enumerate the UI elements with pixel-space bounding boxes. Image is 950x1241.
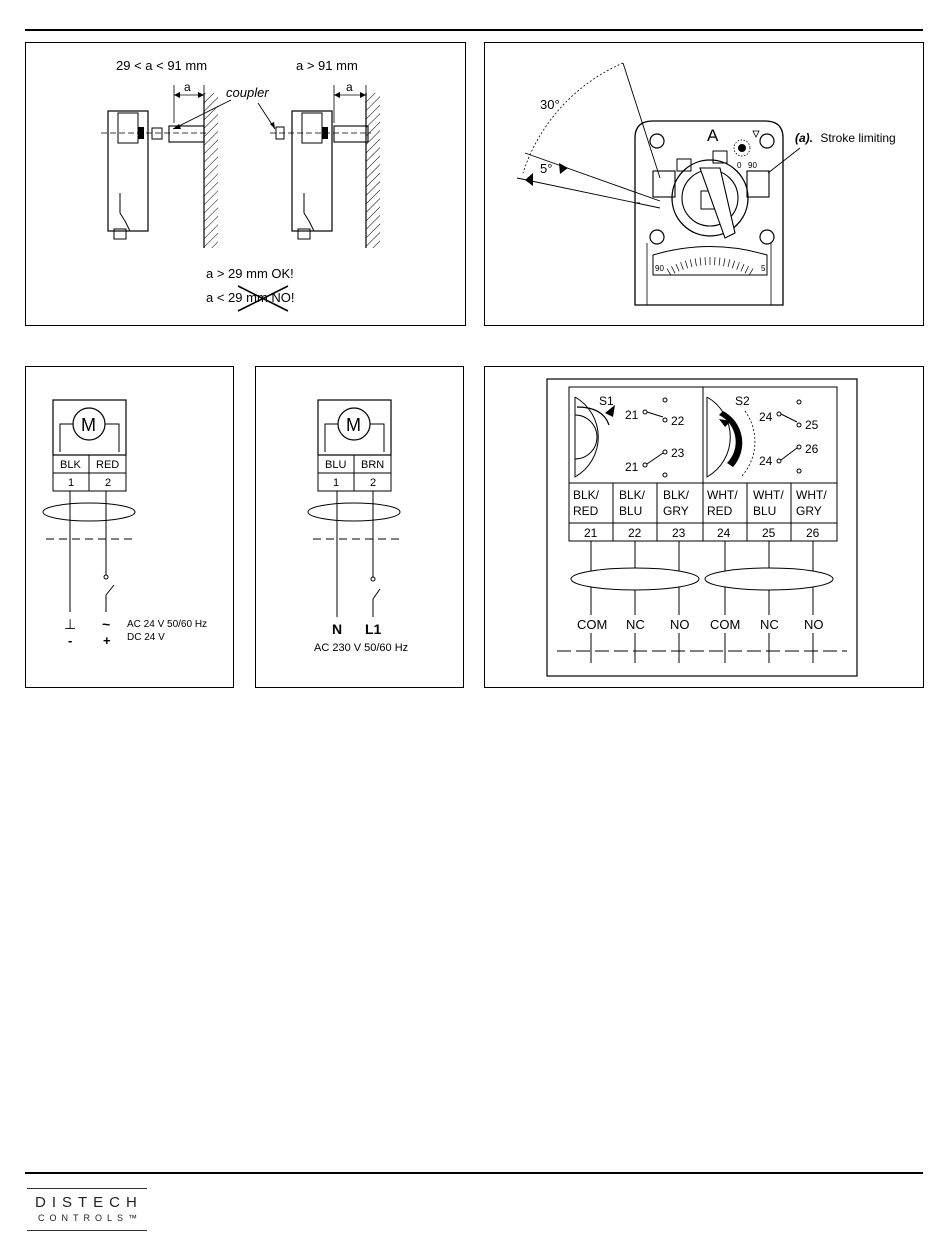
aux-wires: [557, 541, 847, 663]
terminal-2: 2: [105, 477, 112, 489]
supply-ac-label: AC 24 V 50/60 Hz: [127, 619, 208, 630]
line-label: L1: [365, 621, 382, 637]
wire-color-2a: BLK/: [619, 488, 646, 502]
wall-left: [204, 93, 218, 248]
mounting-diagram: [26, 43, 467, 327]
no-text: a < 29 mm NO!: [206, 290, 295, 305]
s2-contact-25: 25: [805, 418, 819, 432]
wire-color-5a: WHT/: [753, 488, 784, 502]
stroke-note-text: Stroke limiting: [820, 131, 896, 145]
stroke-note: [795, 131, 896, 145]
wiring-24v-diagram: [26, 367, 235, 689]
terminal-1: 1: [333, 477, 340, 489]
s1-contacts: [625, 398, 685, 477]
scale-tick: [741, 264, 744, 271]
wire-color-labels: [573, 488, 827, 518]
scale-tick: [667, 269, 671, 276]
scale-tick: [745, 266, 749, 273]
angle-5-label: 5°: [540, 161, 553, 176]
over-range-label: a > 91 mm: [296, 58, 358, 73]
wire-color-1a: BLK/: [573, 488, 600, 502]
cable-sleeve-s2: [705, 568, 833, 590]
scale-tick: [719, 258, 720, 266]
s1-contact-21-bottom: 21: [625, 460, 639, 474]
terminal-numbers: [584, 526, 820, 540]
cam-s2-icon: [707, 397, 755, 477]
aux-switch-panel: [484, 366, 924, 688]
switch-contact: [373, 589, 380, 599]
angle-arc: [523, 63, 623, 173]
motor-label: M: [81, 415, 96, 435]
terminal-21: 21: [584, 526, 598, 540]
coupler-label: coupler: [226, 85, 269, 100]
s2-label: S2: [735, 394, 750, 408]
s2-contact-24-top: 24: [759, 410, 773, 424]
letter-a: A: [707, 126, 719, 145]
neutral-label: N: [332, 621, 343, 637]
supply-label: AC 230 V 50/60 Hz: [314, 642, 409, 654]
dim-a-right: a: [346, 80, 353, 94]
wire-1-color: BLK: [60, 459, 81, 471]
s1-contact-22: 22: [671, 414, 685, 428]
scale-tick: [685, 261, 687, 269]
cable-sleeve: [43, 503, 135, 521]
dial-knob-icon: [734, 131, 759, 156]
actuator-right: [270, 111, 371, 239]
dial-ninety-label: 90: [748, 161, 757, 170]
wire-color-4a: WHT/: [707, 488, 738, 502]
ac-symbol: ~: [102, 616, 111, 632]
function-nc-1: NC: [626, 617, 645, 632]
terminal-23: 23: [672, 526, 686, 540]
wire-1-color: BLU: [325, 459, 347, 471]
supply-dc-label: DC 24 V: [127, 632, 165, 643]
terminal-24: 24: [717, 526, 731, 540]
function-com-1: COM: [577, 617, 608, 632]
actuator-left: [101, 111, 206, 239]
cam-s1-icon: [575, 397, 615, 477]
distech-logo: [27, 1188, 147, 1232]
scale-tick: [724, 258, 725, 266]
angle-30-label: 30°: [540, 97, 560, 112]
bottom-rule: [25, 1172, 923, 1174]
cable-sleeve: [308, 503, 400, 521]
function-no-1: NO: [670, 617, 690, 632]
wire-color-2b: BLU: [619, 504, 643, 518]
switch-contact: [106, 585, 114, 595]
aux-switch-diagram: [485, 367, 925, 689]
terminal-26: 26: [806, 526, 820, 540]
stroke-limiting-panel: [484, 42, 924, 326]
motor-label: M: [346, 415, 361, 435]
function-nc-2: NC: [760, 617, 779, 632]
cable-sleeve-s1: [571, 568, 699, 590]
angle-arrow-icon: [525, 173, 533, 186]
s2-contact-24-bottom: 24: [759, 454, 773, 468]
scale-tick: [681, 262, 684, 270]
s2-contacts: [759, 400, 819, 473]
wire-2-color: RED: [96, 459, 120, 471]
s1-contact-23: 23: [671, 446, 685, 460]
scale-tick: [671, 266, 675, 273]
plus-symbol: +: [103, 633, 111, 648]
wire-color-3a: BLK/: [663, 488, 690, 502]
terminal-22: 22: [628, 526, 642, 540]
scale-right-label: 5: [761, 264, 766, 273]
ok-text: a > 29 mm OK!: [206, 266, 294, 281]
function-no-2: NO: [804, 617, 824, 632]
scale-tick: [728, 259, 730, 267]
wire-color-3b: GRY: [663, 504, 689, 518]
dial-zero-label: 0: [737, 161, 742, 170]
s1-label: S1: [599, 394, 614, 408]
minus-symbol: -: [68, 633, 73, 648]
wire-color-1b: RED: [573, 504, 599, 518]
wire-color-6a: WHT/: [796, 488, 827, 502]
coupler-pointer-left: [173, 100, 231, 129]
angle-arrow-icon-2: [559, 163, 568, 174]
scale-tick: [676, 264, 679, 271]
function-labels: [573, 615, 825, 633]
scale-tick: [695, 258, 696, 266]
terminal-25: 25: [762, 526, 776, 540]
brand-line-1: DISTECH: [35, 1194, 143, 1211]
stroke-note-prefix: (a).: [795, 131, 813, 145]
s2-contact-26: 26: [805, 442, 819, 456]
wire-color-6b: GRY: [796, 504, 822, 518]
scale-tick: [737, 262, 740, 270]
wire-2-color: BRN: [361, 459, 385, 471]
scale-left-label: 90: [655, 264, 664, 273]
scale-tick: [732, 261, 734, 269]
stroke-limiting-diagram: [485, 43, 925, 327]
wire-color-4b: RED: [707, 504, 733, 518]
wiring-230v-panel: [255, 366, 464, 688]
ground-symbol: ⊥: [64, 616, 77, 632]
top-rule: [25, 29, 923, 31]
dim-a-left: a: [184, 80, 191, 94]
scale-tick: [690, 259, 692, 267]
wire-color-5b: BLU: [753, 504, 777, 518]
scale-tick: [749, 269, 753, 276]
wiring-24v-panel: [25, 366, 234, 688]
scale-tick: [700, 258, 701, 266]
brand-line-2: CONTROLS™: [38, 1213, 143, 1223]
stroke-note-pointer: [768, 148, 800, 173]
mounting-diagram-panel: [25, 42, 466, 326]
s1-contact-21-top: 21: [625, 408, 639, 422]
function-com-2: COM: [710, 617, 741, 632]
terminal-2: 2: [370, 477, 377, 489]
range-label: 29 < a < 91 mm: [116, 58, 208, 73]
terminal-1: 1: [68, 477, 75, 489]
wall-right: [366, 93, 380, 248]
wiring-230v-diagram: [256, 367, 465, 689]
actuator-body: [635, 121, 783, 305]
dial-scale: [667, 257, 753, 275]
